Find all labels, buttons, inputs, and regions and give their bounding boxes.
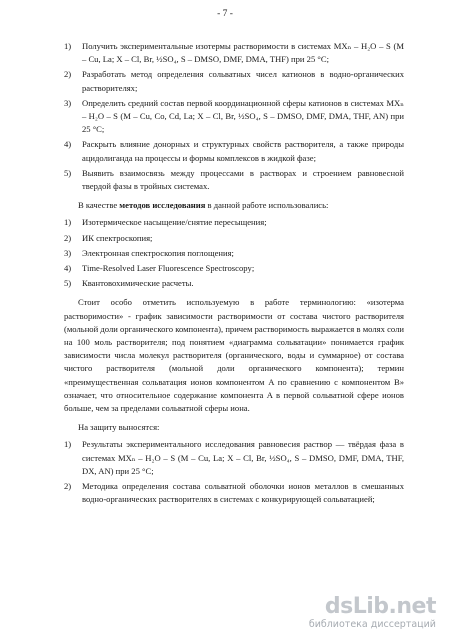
methods-bold: методов исследования: [119, 200, 206, 211]
list-item: 4) Time-Resolved Laser Fluorescence Spectroscopy;: [64, 263, 255, 274]
methods-list: [64, 216, 404, 290]
terminology-paragraph: Стоит особо отметить используемую в работе терминологию: «изотерма растворимости» - график зависимости растворимости от состава чистого растворителя (мольной доли органического компонента), причем растворимость выражается в молях соли на 100 моль растворителя; под понятием «диаграмма сольватации» понимается график зависимости числа молекул растворителя (органического, воды и суммарное) от состава чистого растворителя (мольной доли органического компонента); термин «преимущественная сольватация ионов компонентом A по сравнению с компонентом B» означает, что относительное содержание компонента A в первой сольватной сфере ионов больше, чем за пределами сольватной сферы иона.: [64, 297, 404, 414]
list-item: 5) Квантовохимические расчеты.: [64, 278, 194, 289]
methods-intro: В качестве методов исследования в данной работе использовались:: [78, 200, 329, 211]
watermark-subtitle: библиотека диссертаций: [308, 619, 436, 630]
list-item: 1) Получить экспериментальные изотермы растворимости в системах MXₙ – H₂O – S (M – Cu, La; X – Cl, Br, ½SO₄, S – DMSO, DMF, DMA, THF) при 25 °С;: [64, 41, 404, 65]
body-text: [64, 40, 404, 509]
list-item: 2) Разработать метод определения сольватных чисел катионов в водно-органических растворителях;: [64, 69, 404, 93]
list-item: 3) Определить средний состав первой координационной сферы катионов в системах MXₙ – H₂O – S (M – Cu, Co, Cd, La; X – Cl, Br, ½SO₄, S – DMSO, DMF, DMA, THF, AN) при 25 °С;: [64, 97, 404, 135]
list-item: 1) Результаты экспериментального исследования равновесия раствор — твёрдая фаза в системах MXₙ – H₂O – S (M – Cu, La; X – Cl, Br, ½SO₄, S – DMSO, DMF, DMA, THF, DX, AN) при 25 °С;: [64, 439, 404, 476]
list-item: 2) Методика определения состава сольватной оболочки ионов металлов в смешанных водно-органических растворителях в системах с конкурирующей сольватацией;: [64, 481, 404, 505]
list-item: 1) Изотермическое насыщение/снятие пересыщения;: [64, 217, 267, 228]
page-number: - 7 -: [217, 9, 233, 19]
watermark: [309, 596, 436, 631]
watermark-logo: dsLib.net: [324, 594, 436, 619]
list-item: 2) ИК спектроскопия;: [64, 232, 153, 243]
list-item: 4) Раскрыть влияние донорных и структурных свойств растворителя, а также природы ацидолиганда на процессы и формы комплексов в жидкой фазе;: [64, 139, 404, 163]
list-item: 5) Выявить взаимосвязь между процессами в растворах и строением равновесной твердой фазы в тройных системах.: [64, 167, 404, 192]
defense-list: [64, 438, 404, 506]
defense-heading: На защиту выносятся:: [78, 422, 160, 433]
list-item: 3) Электронная спектроскопия поглощения;: [64, 247, 234, 258]
objectives-list: [64, 40, 404, 193]
